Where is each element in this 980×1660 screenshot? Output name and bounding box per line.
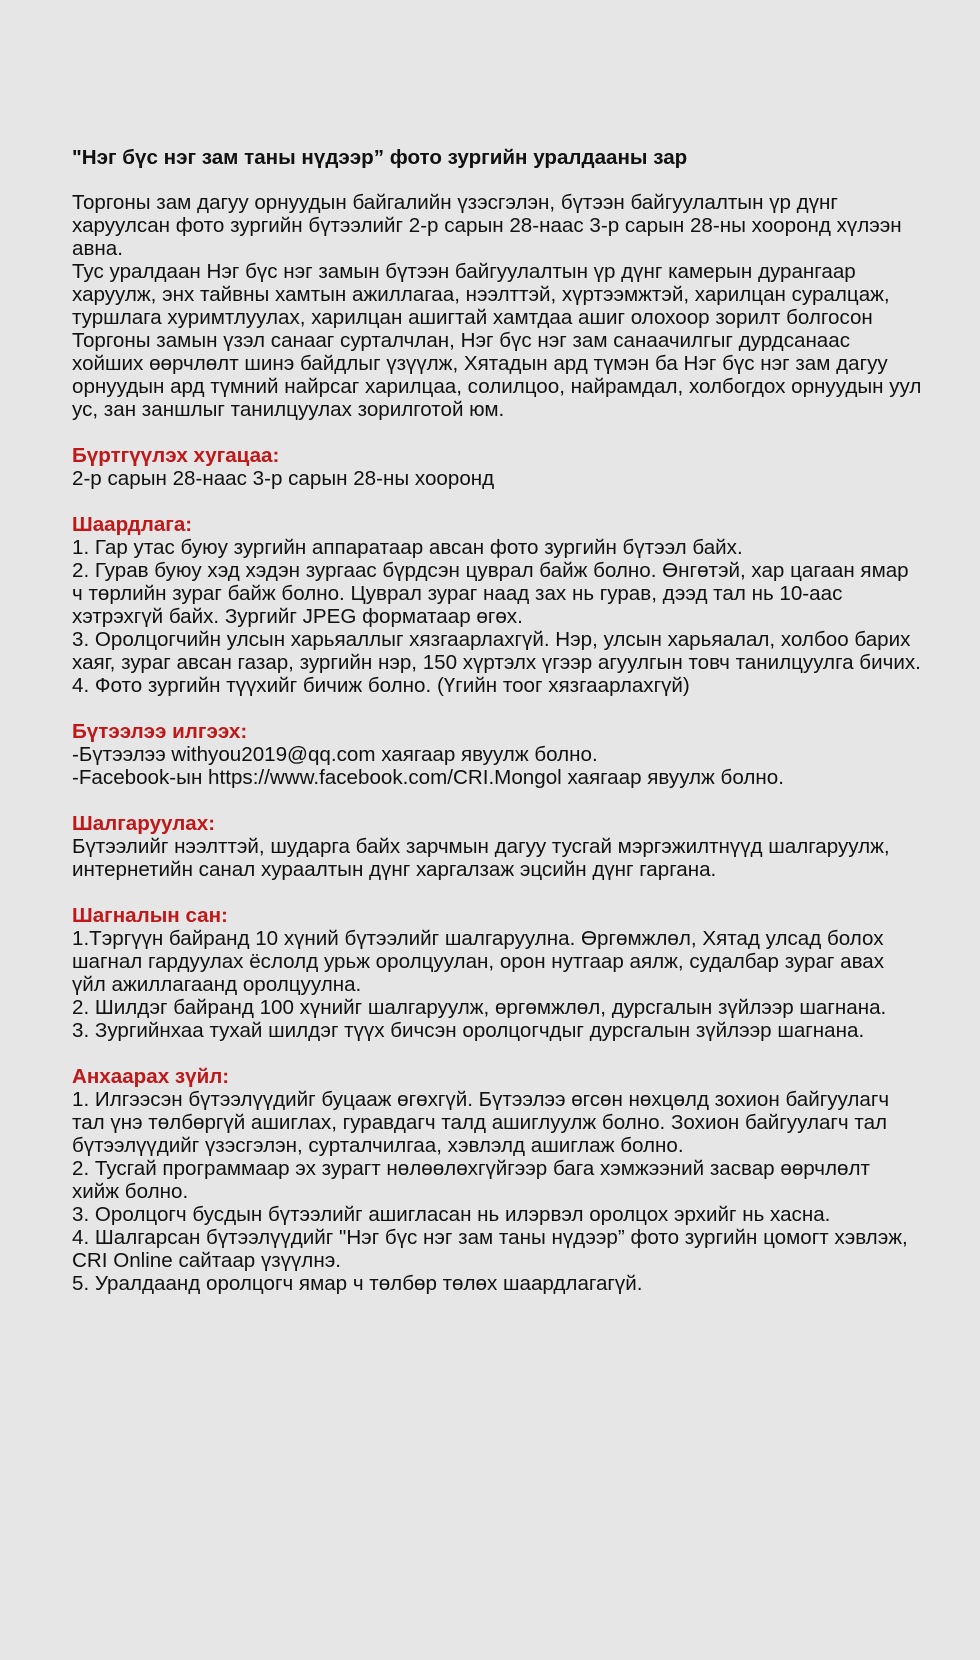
note-item: 4. Шалгарсан бүтээлүүдийг "Нэг бүс нэг зам таны нүдээр” фото зургийн цомогт хэвлэж, CRI Online сайтаар үзүүлнэ. [72,1226,908,1272]
note-item: 1. Илгээсэн бүтээлүүдийг буцааж өгөхгүй. Бүтээлээ өгсөн нөхцөлд зохион байгуулагч тал үнэ төлбөргүй ашиглах, гуравдагч талд ашиглуулж болно. Зохион байгуулагч тал бүтээлүүдийг үзэсгэлэн, сурталчилгаа, хэвлэлд ашиглаж болно. [72,1088,890,1157]
registration-period: 2-р сарын 28-наас 3-р сарын 28-ны хооронд [72,467,495,490]
section-heading-registration: Бүртгүүлэх хугацаа: [72,444,280,467]
submission-facebook-line: -Facebook-ын https://www.facebook.com/CRI.Mongol хаягаар явуулж болно. [72,766,784,789]
intro-paragraph-1: Торгоны зам дагуу орнуудын байгалийн үзэсгэлэн, бүтээн байгуулалтын үр дүнг харуулсан фото зургийн бүтээлийг 2-р сарын 28-наас 3-р сарын 28-ны хооронд хүлээн авна. [72,191,902,260]
judging-section [72,812,922,881]
submission-section [72,720,922,789]
note-item: 3. Оролцогч бусдын бүтээлийг ашигласан нь илэрвэл оролцох эрхийг нь хасна. [72,1203,831,1226]
prize-item: 3. Зургийнхаа тухай шилдэг түүх бичсэн оролцогчдыг дурсгалын зүйлээр шагнана. [72,1019,865,1042]
requirements-section [72,513,922,697]
section-heading-prizes: Шагналын сан: [72,904,228,927]
requirement-item: 3. Оролцогчийн улсын харьяаллыг хязгаарлахгүй. Нэр, улсын харьяалал, холбоо барих хаяг, зураг авсан газар, зургийн нэр, 150 хүртэлх үгээр агуулгын товч танилцуулга бичих. [72,628,921,674]
prize-item: 1.Тэргүүн байранд 10 хүний бүтээлийг шалгаруулна. Өргөмжлөл, Хятад улсад болох шагнал гардуулах ёслолд урьж оролцуулан, орон нутгаар аялж, судалбар зураг авах үйл ажиллагаанд оролцуулна. [72,927,885,996]
requirement-item: 2. Гурав буюу хэд хэдэн зургаас бүрдсэн цуврал байж болно. Өнгөтэй, хар цагаан ямар ч төрлийн зураг байж болно. Цуврал зураг наад зах нь гурав, дээд тал нь 10-аас хэтрэхгүй байх. Зургийг JPEG форматаар өгөх. [72,559,909,628]
section-heading-judging: Шалгаруулах: [72,812,216,835]
registration-section [72,444,922,490]
section-heading-notes: Анхаарах зүйл: [72,1065,230,1088]
prize-item: 2. Шилдэг байранд 100 хүнийг шалгаруулж, өргөмжлөл, дурсгалын зүйлээр шагнана. [72,996,887,1019]
requirement-item: 1. Гар утас буюу зургийн аппаратаар авсан фото зургийн бүтээл байх. [72,536,743,559]
announcement-content [72,146,922,1295]
notes-section [72,1065,922,1295]
section-heading-submission: Бүтээлээ илгээх: [72,720,248,743]
requirement-item: 4. Фото зургийн түүхийг бичиж болно. (Үгийн тоог хязгаарлахгүй) [72,674,690,697]
judging-text: Бүтээлийг нээлттэй, шударга байх зарчмын дагуу тусгай мэргэжилтнүүд шалгаруулж, интернетийн санал хураалтын дүнг харгалзаж эцсийн дүнг гаргана. [72,835,890,881]
prizes-section [72,904,922,1042]
submission-email-line: -Бүтээлээ withyou2019@qq.com хаягаар явуулж болно. [72,743,598,766]
section-heading-requirements: Шаардлага: [72,513,193,536]
intro-paragraph-2: Тус уралдаан Нэг бүс нэг замын бүтээн байгуулалтын үр дүнг камерын дурангаар харуулж, энх тайвны хамтын ажиллагаа, нээлттэй, хүртээмжтэй, харилцан суралцаж, туршлага хуримтлуулах, харилцан ашигтай хамтдаа ашиг олохоор зорилт болгосон Торгоны замын үзэл санааг сурталчлан, Нэг бүс нэг зам санаачилгыг дурдсанаас хойших өөрчлөлт шинэ байдлыг үзүүлж, Хятадын ард түмэн ба Нэг бүс нэг зам дагуу орнуудын ард түмний найрсаг харилцаа, солилцоо, найрамдал, холбогдох орнуудын уул ус, зан заншлыг танилцуулах зорилготой юм. [72,260,922,421]
note-item: 5. Уралдаанд оролцогч ямар ч төлбөр төлөх шаардлагагүй. [72,1272,643,1295]
page-title: "Нэг бүс нэг зам таны нүдээр” фото зургийн уралдааны зар [72,146,688,169]
note-item: 2. Тусгай программаар эх зурагт нөлөөлөхгүйгээр бага хэмжээний засвар өөрчлөлт хийж болно. [72,1157,870,1203]
